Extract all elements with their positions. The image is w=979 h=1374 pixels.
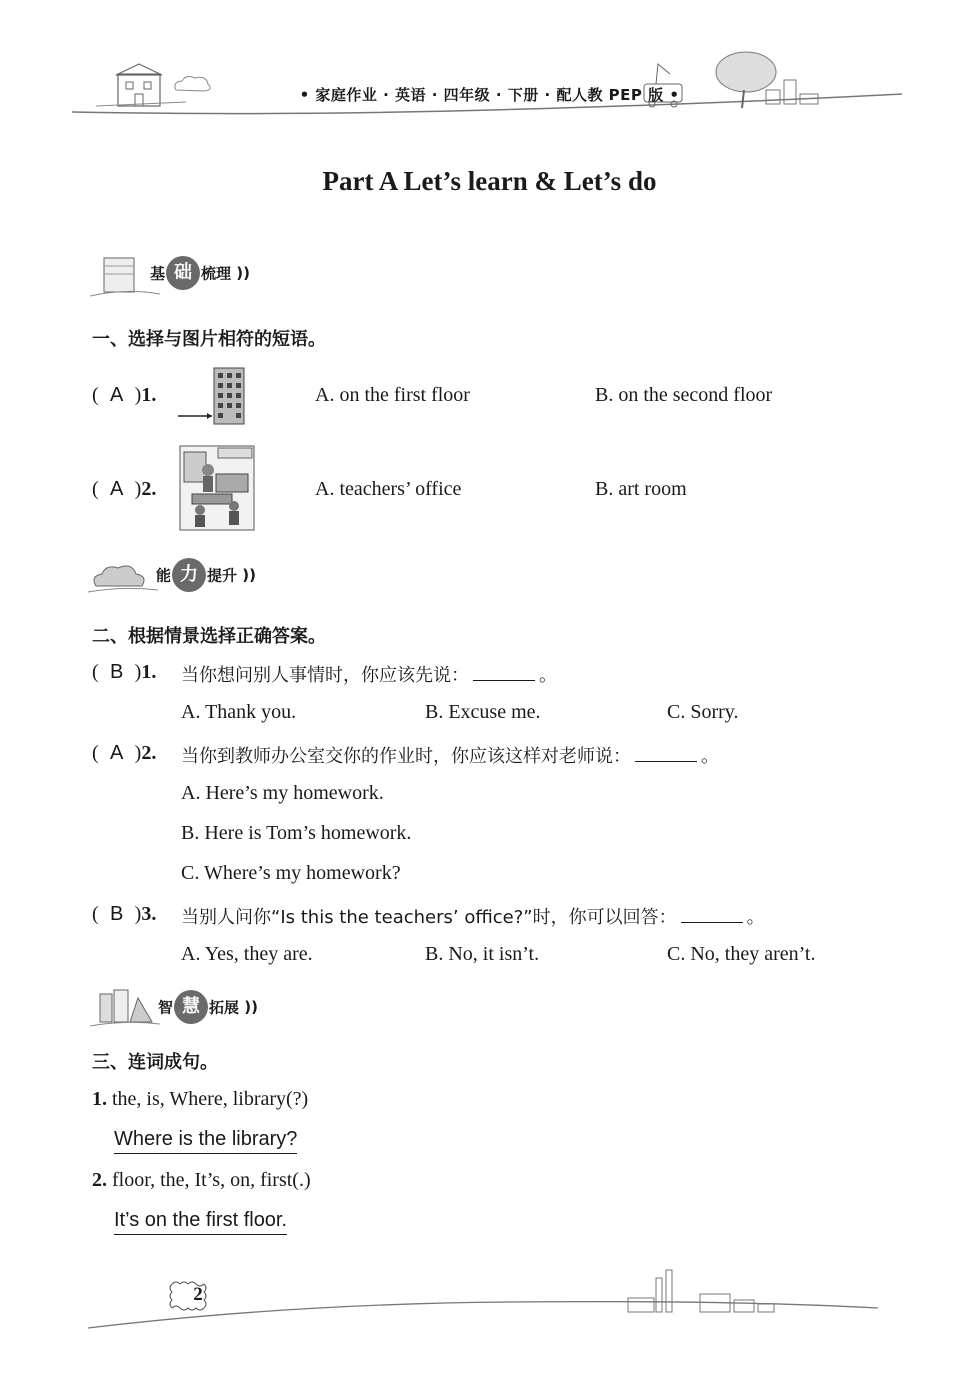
badge-ability-char2: 力 <box>172 558 206 592</box>
building-floor-image <box>178 364 248 428</box>
badge-wisdom: 智 慧 拓展 )) <box>158 990 258 1024</box>
s3-q1-answer: Where is the library? <box>114 1128 297 1154</box>
s1-q2-option-a: A. teachers’ office <box>315 478 462 500</box>
badge-wisdom-char2: 慧 <box>174 990 208 1024</box>
s2-q3-option-a: A. Yes, they are. <box>181 943 313 965</box>
badge-wisdom-char3: 拓展 <box>209 998 240 1017</box>
badge-ability: 能 力 提升 )) <box>156 558 256 592</box>
s2-q2-option-a: A. Here’s my homework. <box>181 782 384 804</box>
s2-q3-number: 3. <box>141 903 157 925</box>
s3-q1 <box>92 1088 308 1111</box>
s1-q2-paren: ( A )2. <box>92 478 157 500</box>
s2-q1-option-c: C. Sorry. <box>667 701 739 723</box>
s2-q2-number: 2. <box>141 742 157 764</box>
s3-q2-number: 2. <box>92 1169 107 1191</box>
badge-wisdom-char1: 智 <box>158 998 174 1017</box>
s1-q1-number: 1. <box>141 384 157 406</box>
s2-q3-blank <box>681 904 743 923</box>
s2-q1-option-b: B. Excuse me. <box>425 701 541 723</box>
section1-heading: 一、选择与图片相符的短语。 <box>92 329 326 350</box>
s2-q2-paren: ( A )2. <box>92 742 157 764</box>
s1-q2-answer: A <box>110 478 124 500</box>
badge-foundation: 基 础 梳理 )) <box>150 256 250 290</box>
section3-heading: 三、连词成句。 <box>92 1052 218 1073</box>
s2-q2-option-b: B. Here is Tom’s homework. <box>181 822 412 844</box>
s2-q1-paren: ( B )1. <box>92 661 157 683</box>
s2-q2-answer: A <box>110 742 124 764</box>
s2-q1-text: 当你想问别人事情时，你应该先说： <box>181 665 469 686</box>
s2-q1-number: 1. <box>141 661 157 683</box>
section2-heading: 二、根据情景选择正确答案。 <box>92 626 326 647</box>
header-title: • 家庭作业 · 英语 · 四年级 · 下册 · 配人教 PEP 版 • <box>299 86 680 104</box>
s2-q3-paren: ( B )3. <box>92 903 157 925</box>
s1-q2-number: 2. <box>141 478 157 500</box>
s2-q2-option-c: C. Where’s my homework? <box>181 862 401 884</box>
s2-q1-answer: B <box>110 661 124 683</box>
s2-q2-question: 当你到教师办公室交你的作业时，你应该这样对老师说： 。 <box>181 742 719 768</box>
badge-ability-char1: 能 <box>156 566 172 585</box>
s2-q1-question: 当你想问别人事情时，你应该先说： 。 <box>181 661 557 687</box>
s1-q1-paren: ( A )1. <box>92 384 157 406</box>
s3-q1-words: the, is, Where, library(?) <box>112 1088 309 1110</box>
s2-q2-text: 当你到教师办公室交你的作业时，你应该这样对老师说： <box>181 746 631 767</box>
badge-foundation-char1: 基 <box>150 264 166 283</box>
s1-q1-option-b: B. on the second floor <box>595 384 773 406</box>
page-number: 2 <box>193 1284 203 1305</box>
s2-q2-blank <box>635 743 697 762</box>
cloud-badge-icon <box>88 556 158 596</box>
s2-q3-answer: B <box>110 903 124 925</box>
office-scene-image <box>178 444 256 532</box>
s2-q1-blank <box>473 662 535 681</box>
s3-q1-number: 1. <box>92 1088 107 1110</box>
s2-q3-question: 当别人问你“Is this the teachers’ office?”时，你可以回答： 。 <box>181 903 765 929</box>
s1-q1-option-a: A. on the first floor <box>315 384 470 406</box>
s2-q3-option-b: B. No, it isn’t. <box>425 943 540 965</box>
s3-q2-words: floor, the, It’s, on, first(.) <box>112 1169 311 1191</box>
page-title: Part A Let’s learn & Let’s do <box>322 166 657 196</box>
books-badge-icon <box>90 984 160 1030</box>
s1-q1-answer: A <box>110 384 124 406</box>
s2-q3-text: 当别人问你“Is this the teachers’ office?”时，你可以回答： <box>181 907 677 928</box>
s1-q2-option-b: B. art room <box>595 478 687 500</box>
badge-foundation-char3: 梳理 <box>201 264 232 283</box>
badge-foundation-char2: 础 <box>166 256 200 290</box>
s3-q2 <box>92 1169 311 1192</box>
s3-q2-answer: It’s on the first floor. <box>114 1209 287 1235</box>
s2-q3-option-c: C. No, they aren’t. <box>667 943 816 965</box>
s2-q1-option-a: A. Thank you. <box>181 701 297 723</box>
badge-ability-char3: 提升 <box>207 566 238 585</box>
